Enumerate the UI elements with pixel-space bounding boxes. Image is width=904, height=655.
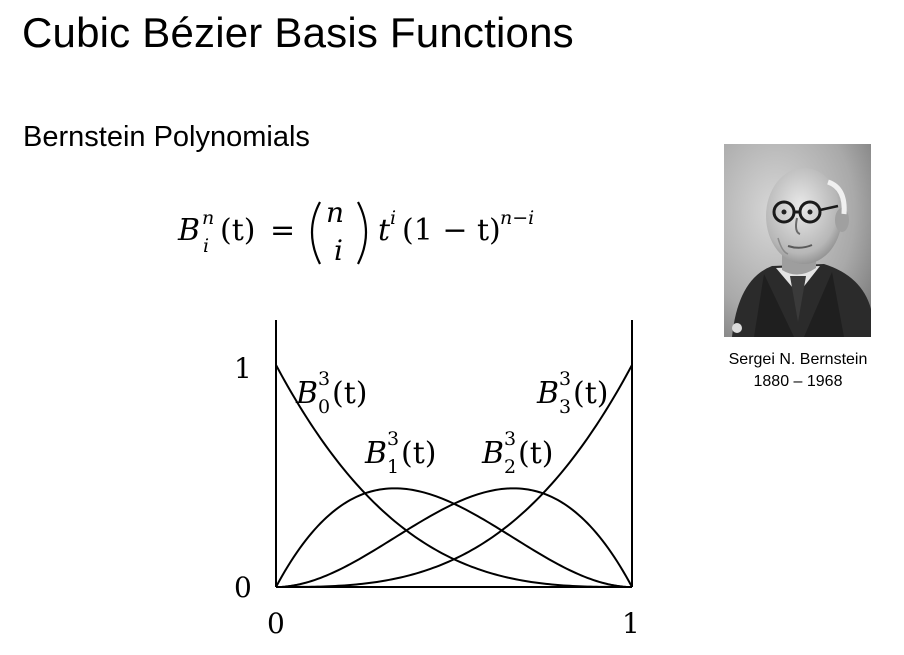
portrait-caption xyxy=(700,349,896,393)
formula-lhs-arg: (t) xyxy=(220,213,256,248)
label-b03 xyxy=(295,368,367,418)
slide-title: Cubic Bézier Basis Functions xyxy=(22,9,574,56)
x-tick-label-1: 1 xyxy=(622,607,640,640)
portrait-name: Sergei N. Bernstein xyxy=(728,351,868,368)
label-b23-arg: (t) xyxy=(518,436,554,471)
label-b13-arg: (t) xyxy=(401,436,437,471)
label-b13-sup: 3 xyxy=(387,428,400,450)
formula-t: t xyxy=(378,213,391,248)
label-b03-sup: 3 xyxy=(318,368,331,390)
label-b33-sub: 3 xyxy=(559,396,572,418)
label-b33-arg: (t) xyxy=(573,376,609,411)
x-tick-label-0: 0 xyxy=(267,607,285,640)
label-b23-base: B xyxy=(482,436,505,471)
label-b23-sub: 2 xyxy=(504,456,517,478)
basis-function-plot xyxy=(200,315,680,650)
binom-bottom: i xyxy=(334,234,343,267)
formula-exp: n−i xyxy=(500,207,535,229)
label-b13 xyxy=(364,428,436,478)
formula-lhs-base: B xyxy=(178,213,201,248)
curve-b23 xyxy=(276,488,632,587)
subtitle: Bernstein Polynomials xyxy=(23,121,310,153)
binom-right-paren xyxy=(358,202,366,264)
binom-top: n xyxy=(326,196,345,229)
label-b03-sub: 0 xyxy=(318,396,331,418)
label-b23 xyxy=(481,428,553,478)
label-b33-sup: 3 xyxy=(559,368,572,390)
bernstein-portrait xyxy=(724,144,871,337)
y-tick-label-0: 0 xyxy=(234,571,252,604)
label-b23-sup: 3 xyxy=(504,428,517,450)
portrait-years: 1880 – 1968 xyxy=(753,373,843,390)
label-b13-sub: 1 xyxy=(387,456,400,478)
y-tick-label-1: 1 xyxy=(234,352,252,385)
formula-one-minus-t: (1 − t) xyxy=(402,213,501,248)
label-b03-base: B xyxy=(296,376,319,411)
formula-lhs-sup: n xyxy=(202,207,215,229)
formula-lhs-sub: i xyxy=(203,235,210,257)
formula-t-exp: i xyxy=(390,207,397,229)
label-b13-base: B xyxy=(365,436,388,471)
bernstein-formula xyxy=(170,190,570,280)
formula-equals: = xyxy=(270,213,296,248)
label-b33-base: B xyxy=(537,376,560,411)
label-b33 xyxy=(536,368,608,418)
label-b03-arg: (t) xyxy=(332,376,368,411)
binom-left-paren xyxy=(312,202,320,264)
